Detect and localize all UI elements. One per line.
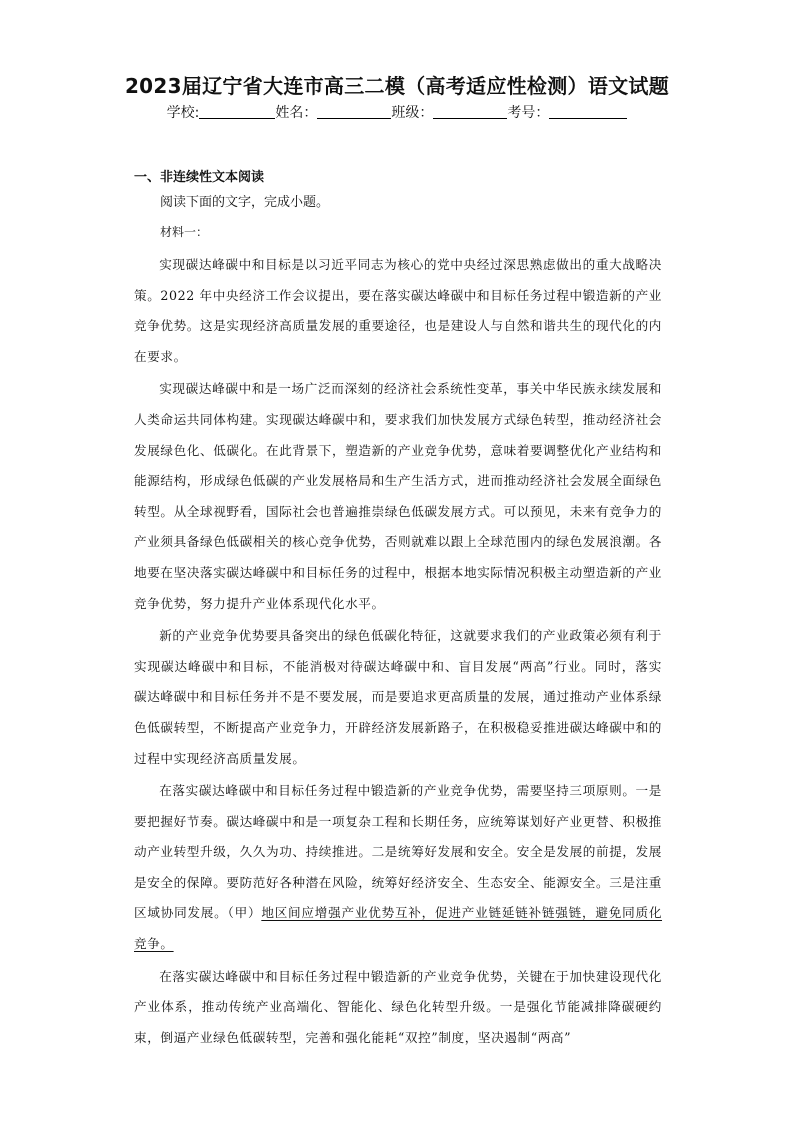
paragraph-2: 实现碳达峰碳中和是一场广泛而深刻的经济社会系统性变革，事关中华民族永续发展和人类命运共同体构建。实现碳达峰碳中和，要求我们加快发展方式绿色转型，推动经济社会发展绿色化、低碳化。在此背景下，塑造新的产业竞争优势，意味着要调整优化产业结构和能源结构，形成绿色低碳的产业发展格局和生产生活方式，进而推动经济社会发展全面绿色转型。从全球视野看，国际社会也普遍推崇绿色低碳发展方式。可以预见，未来有竞争力的产业须具备绿色低碳相关的核心竞争优势，否则就难以跟上全球范围内的绿色发展浪潮。各地要在坚决落实碳达峰碳中和目标任务的过程中，根据本地实际情况积极主动塑造新的产业竞争优势，努力提升产业体系现代化水平。 [134,381,662,611]
paragraph-3: 新的产业竞争优势要具备突出的绿色低碳化特征，这就要求我们的产业政策必须有利于实现碳达峰碳中和目标，不能消极对待碳达峰碳中和、盲目发展“两高”行业。同时，落实碳达峰碳中和目标任务并不是不要发展，而是要追求更高质量的发展，通过推动产业体系绿色低碳转型，不断提高产业竞争力，开辟经济发展新路子，在积极稳妥推进碳达峰碳中和的过程中实现经济高质量发展。 [134,628,662,766]
passage-body [134,250,662,1053]
section-heading: 一、非连续性文本阅读 [134,170,265,185]
paragraph-4 [134,776,662,960]
exam-number-blank[interactable] [549,104,627,119]
school-label: 学校: [166,105,200,121]
school-field [167,102,276,122]
paragraph-1: 实现碳达峰碳中和目标是以习近平同志为核心的党中央经过深思熟虑做出的重大战略决策。2022 年中央经济工作会议提出，要在落实碳达峰碳中和目标任务过程中锻造新的产业竞争优势。这是实现经济高质量发展的重要途径，也是建设人与自然和谐共生的现代化的内在要求。 [134,257,662,364]
exam-number-field [507,102,627,122]
paragraph-4-text: 在落实碳达峰碳中和目标任务过程中锻造新的产业竞争优势，需要坚持三项原则。一是要把握好节奏。碳达峰碳中和是一项复杂工程和长期任务，应统筹谋划好产业更替、积极推动产业转型升级，久久为功、持续推进。二是统筹好发展和安全。安全是发展的前提，发展是安全的保障。要防范好各种潜在风险，统筹好经济安全、生态安全、能源安全。三是注重区域协同发展。（甲） [134,783,662,921]
material-label: 材料一： [160,225,209,239]
underlined-phrase: 地区间应增强产业优势互补，促进产业链延链补链强链，避免同质化竞争。 [134,905,663,952]
class-blank[interactable] [433,104,507,119]
class-label: 班级： [391,105,434,121]
name-blank[interactable] [317,104,391,119]
paragraph-5: 在落实碳达峰碳中和目标任务过程中锻造新的产业竞争优势，关键在于加快建设现代化产业体系，推动传统产业高端化、智能化、绿色化转型升级。一是强化节能减排降碳硬约束，倒逼产业绿色低碳转型，完善和强化能耗“双控”制度，坚决遏制“两高” [134,968,662,1045]
document-title: 2023届辽宁省大连市高三二模（高考适应性检测）语文试题 [124,74,670,98]
class-field [391,102,507,122]
exam-number-label: 考号： [507,105,550,121]
school-blank[interactable] [199,104,275,119]
name-field [275,102,391,122]
student-info-line [0,102,794,122]
name-label: 姓名： [275,105,318,121]
instruction-text: 阅读下面的文字，完成小题。 [160,195,330,210]
